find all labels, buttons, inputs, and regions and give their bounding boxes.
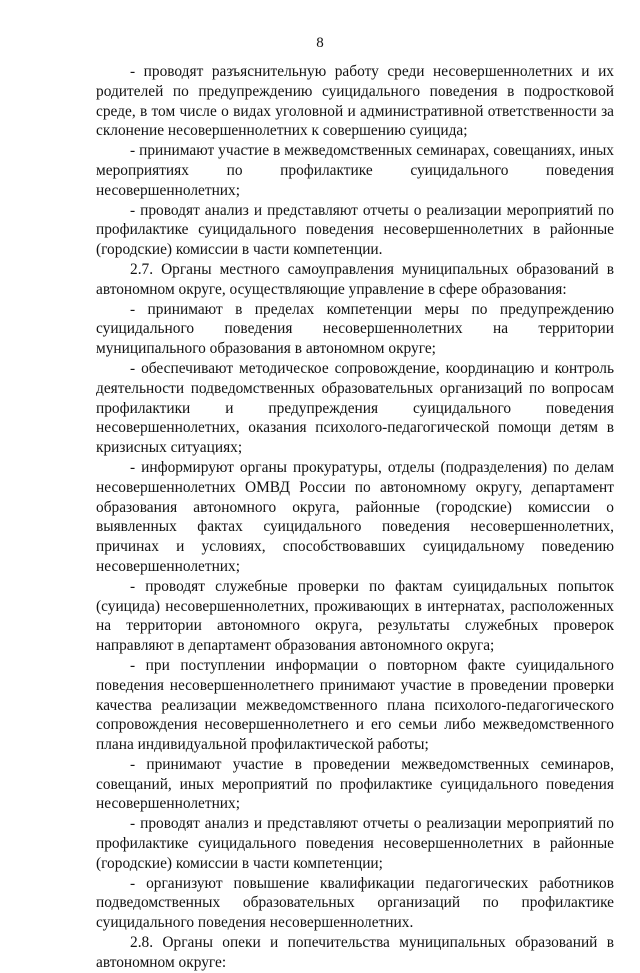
section-heading-2-8: 2.8. Органы опеки и попечительства муниципальных образований в автономном округе: (96, 934, 614, 971)
paragraph: - проводят анализ и представляют отчеты о реализации мероприятий по профилактике суицидального поведения несовершеннолетних в районные (городские) комиссии в части компетенции; (96, 815, 614, 872)
paragraph: - проводят служебные проверки по фактам суицидальных попыток (суицида) несовершеннолетних, проживающих в интернатах, расположенных на территории автономного округа, результаты служебных проверок направляют в департамент образования автономного округа; (96, 577, 614, 655)
page-number: 8 (316, 35, 324, 51)
paragraph: - принимают участие в межведомственных семинарах, совещаниях, иных мероприятиях по профилактике суицидального поведения несовершеннолетних; (96, 142, 614, 199)
document-body (96, 62, 614, 973)
paragraph: - обеспечивают методическое сопровождение, координацию и контроль деятельности подведомственных образовательных организаций по вопросам профилактики и предупреждения суицидального поведения несовершеннолетних, оказания психолого-педагогической помощи детям в кризисных ситуациях; (96, 359, 614, 457)
paragraph: - при поступлении информации о повторном факте суицидального поведения несовершеннолетнего принимают участие в проведении проверки качества реализации межведомственного плана психолого-педагогического сопровождения несовершеннолетнего и его семьи либо межведомственного плана индивидуальной профилактической работы; (96, 656, 614, 754)
paragraph: - проводят анализ и представляют отчеты о реализации мероприятий по профилактике суицидального поведения несовершеннолетних в районные (городские) комиссии в части компетенции. (96, 201, 614, 259)
section-heading-2-7: 2.7. Органы местного самоуправления муниципальных образований в автономном округе, осуществляющие управление в сфере образования: (96, 260, 614, 298)
paragraph: - организуют повышение квалификации педагогических работников подведомственных образовательных организаций по профилактике суицидального поведения несовершеннолетних. (96, 874, 614, 932)
paragraph: - проводят разъяснительную работу среди несовершеннолетних и их родителей по предупреждению суицидального поведения в подростковой среде, в том числе о видах уголовной и административной ответственности за склонение несовершеннолетних к совершению суицида; (96, 63, 614, 140)
paragraph: - принимают участие в проведении межведомственных семинаров, совещаний, иных мероприятий по профилактике суицидального поведения несовершеннолетних; (96, 755, 614, 813)
paragraph: - принимают в пределах компетенции меры по предупреждению суицидального поведения несовершеннолетних на территории муниципального образования в автономном округе; (96, 300, 614, 358)
paragraph: - информируют органы прокуратуры, отделы (подразделения) по делам несовершеннолетних ОМВД России по автономному округу, департамент образования автономного округа, районные (городские) комиссии о выявленных фактах суицидального поведения несовершеннолетних, причинах и условиях, способствовавших суицидальному поведению несовершеннолетних; (96, 458, 614, 575)
